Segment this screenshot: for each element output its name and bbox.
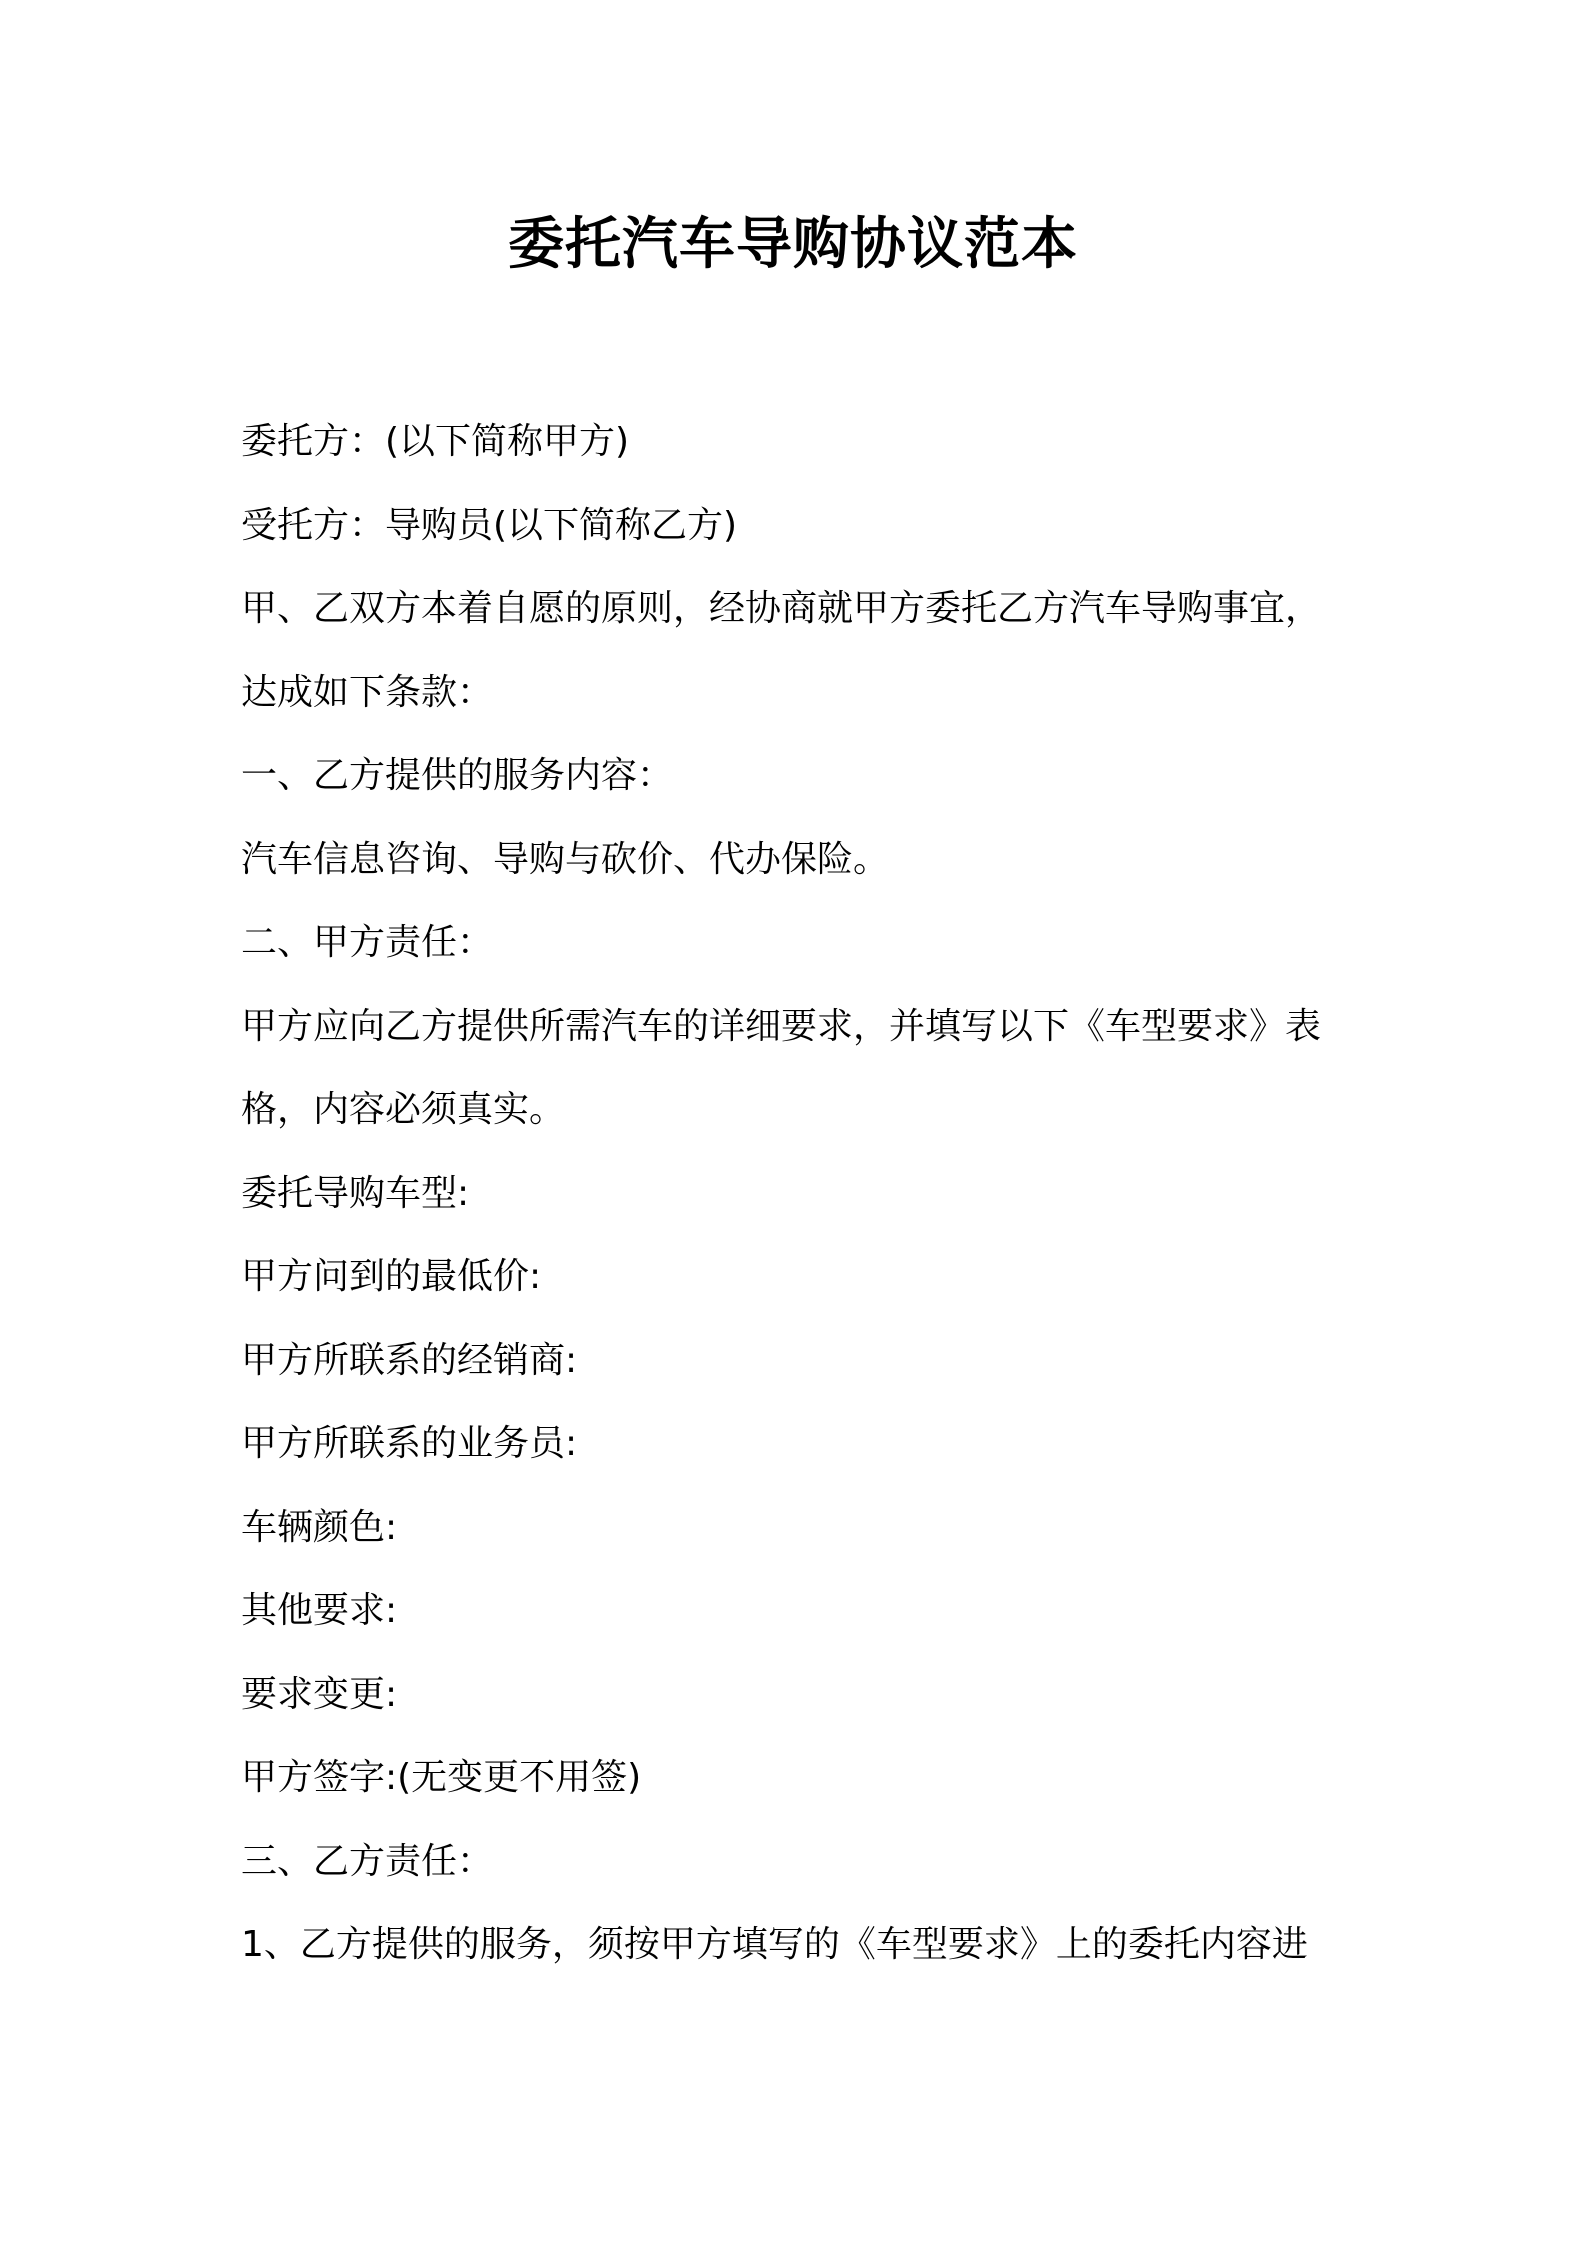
- preamble-line-2: 达成如下条款：: [241, 671, 494, 713]
- document-body: [241, 400, 1361, 1987]
- field-client-signature: 甲方签字:(无变更不用签): [241, 1757, 642, 1798]
- document-title: 委托汽车导购协议范本: [508, 212, 1078, 277]
- client-line: 委托方：(以下简称甲方): [241, 421, 630, 462]
- field-car-model: 委托导购车型:: [241, 1172, 470, 1214]
- section-2-heading: 二、甲方责任：: [241, 922, 494, 963]
- section-2-content-line-1: 甲方应向乙方提供所需汽车的详细要求，并填写以下《车型要求》表: [241, 1005, 1322, 1047]
- section-2-content-line-2: 格，内容必须真实。: [241, 1089, 566, 1130]
- field-requirement-change: 要求变更:: [241, 1673, 398, 1715]
- preamble-line-1: 甲、乙双方本着自愿的原则，经协商就甲方委托乙方汽车导购事宜，: [241, 588, 1322, 629]
- field-other-requirements: 其他要求:: [241, 1590, 398, 1631]
- section-3-heading: 三、乙方责任：: [241, 1840, 494, 1882]
- section-1-content: 汽车信息咨询、导购与砍价、代办保险。: [241, 838, 890, 880]
- field-car-color: 车辆颜色:: [241, 1506, 398, 1548]
- agent-line: 受托方：导购员(以下简称乙方): [241, 504, 738, 546]
- field-lowest-price: 甲方问到的最低价:: [241, 1256, 542, 1297]
- field-dealer: 甲方所联系的经销商:: [241, 1339, 578, 1381]
- section-3-item-1: 1、乙方提供的服务，须按甲方填写的《车型要求》上的委托内容进: [241, 1924, 1308, 1965]
- section-1-heading: 一、乙方提供的服务内容：: [241, 755, 674, 796]
- field-salesperson: 甲方所联系的业务员:: [241, 1423, 578, 1464]
